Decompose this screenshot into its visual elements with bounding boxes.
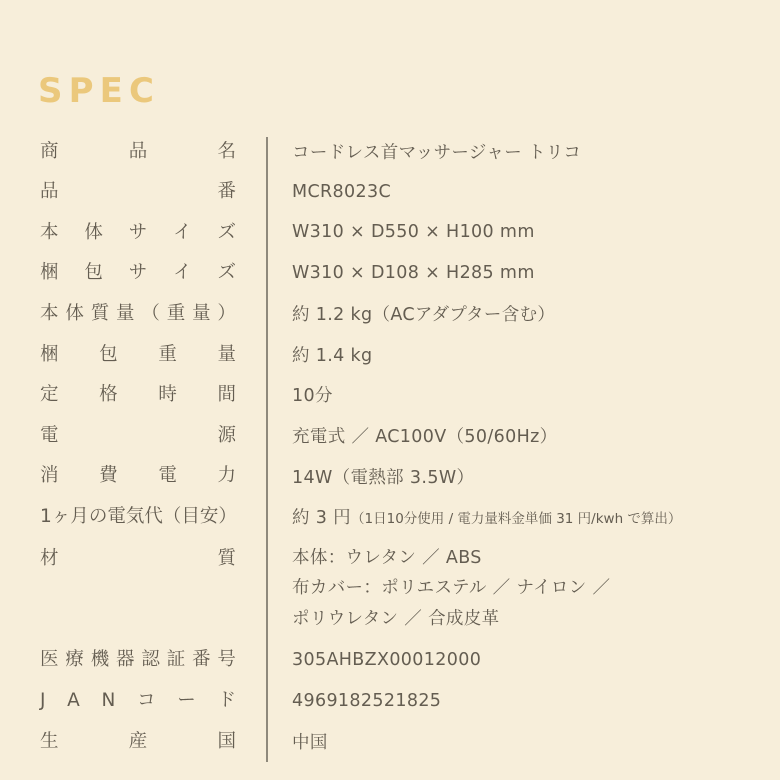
spec-row-label: 梱 包 重 量 bbox=[40, 343, 236, 365]
spec-row-label: 電 源 bbox=[40, 424, 236, 446]
spec-row-label: 材 質 bbox=[40, 547, 236, 569]
spec-row-value: 中国 bbox=[292, 732, 328, 753]
spec-row-package-size bbox=[40, 253, 740, 294]
spec-row-monthly-electricity-cost bbox=[40, 496, 740, 537]
spec-table bbox=[40, 131, 740, 762]
spec-row-label: 医 療 機 器 認 証 番 号 bbox=[40, 649, 236, 671]
spec-row-value bbox=[292, 543, 610, 635]
spec-row-label: 定 格 時 間 bbox=[40, 384, 236, 406]
spec-row-value: 4969182521825 bbox=[292, 690, 442, 711]
spec-row-label: 本 体 質 量 （ 重 量 ） bbox=[40, 303, 236, 325]
spec-row-package-weight bbox=[40, 334, 740, 375]
spec-row-value: 約 1.4 kg bbox=[292, 345, 373, 366]
spec-row-model-number bbox=[40, 172, 740, 213]
spec-row-power-consumption bbox=[40, 456, 740, 497]
spec-row-product-name bbox=[40, 131, 740, 172]
spec-row-value: 充電式 ／ AC100V（50/60Hz） bbox=[292, 426, 558, 447]
spec-row-body-weight bbox=[40, 293, 740, 334]
spec-row-label: 生 産 国 bbox=[40, 730, 236, 752]
spec-row-medical-cert-number bbox=[40, 640, 740, 681]
spec-row-value: MCR8023C bbox=[292, 181, 392, 202]
spec-row-value: 305AHBZX00012000 bbox=[292, 650, 482, 671]
spec-row-power-source bbox=[40, 415, 740, 456]
spec-row-label: 商 品 名 bbox=[40, 140, 236, 162]
spec-row-value: 10分 bbox=[292, 386, 333, 407]
spec-row-value: 14W（電熱部 3.5W） bbox=[292, 467, 475, 488]
spec-row-value: W310 × D108 × H285 mm bbox=[292, 263, 535, 284]
spec-row-value: W310 × D550 × H100 mm bbox=[292, 222, 535, 243]
divider-line bbox=[266, 137, 268, 762]
cost-note: （1日10分使用 / 電力量料金単価 31 円/kwh で算出） bbox=[351, 511, 682, 528]
spec-row-jan-code bbox=[40, 680, 740, 721]
spec-row-value bbox=[292, 504, 681, 529]
spec-row-rated-time bbox=[40, 375, 740, 416]
spec-row-value: コードレス首マッサージャー トリコ bbox=[292, 142, 582, 163]
spec-row-label: 梱 包 サ イ ズ bbox=[40, 262, 236, 284]
page-title: SPEC bbox=[38, 71, 161, 111]
spec-row-country-of-origin bbox=[40, 721, 740, 762]
spec-row-label: J A N コ ー ド bbox=[40, 690, 236, 712]
spec-row-value: 約 1.2 kg（ACアダプター含む） bbox=[292, 305, 556, 326]
material-line-3: ポリウレタン ／ 合成皮革 bbox=[292, 608, 500, 629]
spec-row-body-size bbox=[40, 212, 740, 253]
spec-row-label: 品 番 bbox=[40, 181, 236, 203]
spec-row-label: 1 ヶ 月 の 電 気 代 （ 目 安 ） bbox=[40, 506, 237, 527]
cost-main: 約 3 円 bbox=[292, 508, 352, 529]
spec-row-material bbox=[40, 537, 740, 640]
spec-row-label: 消 費 電 力 bbox=[40, 465, 236, 487]
material-line-1: 本体：ウレタン ／ ABS bbox=[292, 547, 482, 568]
spec-row-label: 本 体 サ イ ズ bbox=[40, 221, 236, 243]
material-line-2: 布カバー：ポリエステル ／ ナイロン ／ bbox=[292, 578, 611, 599]
